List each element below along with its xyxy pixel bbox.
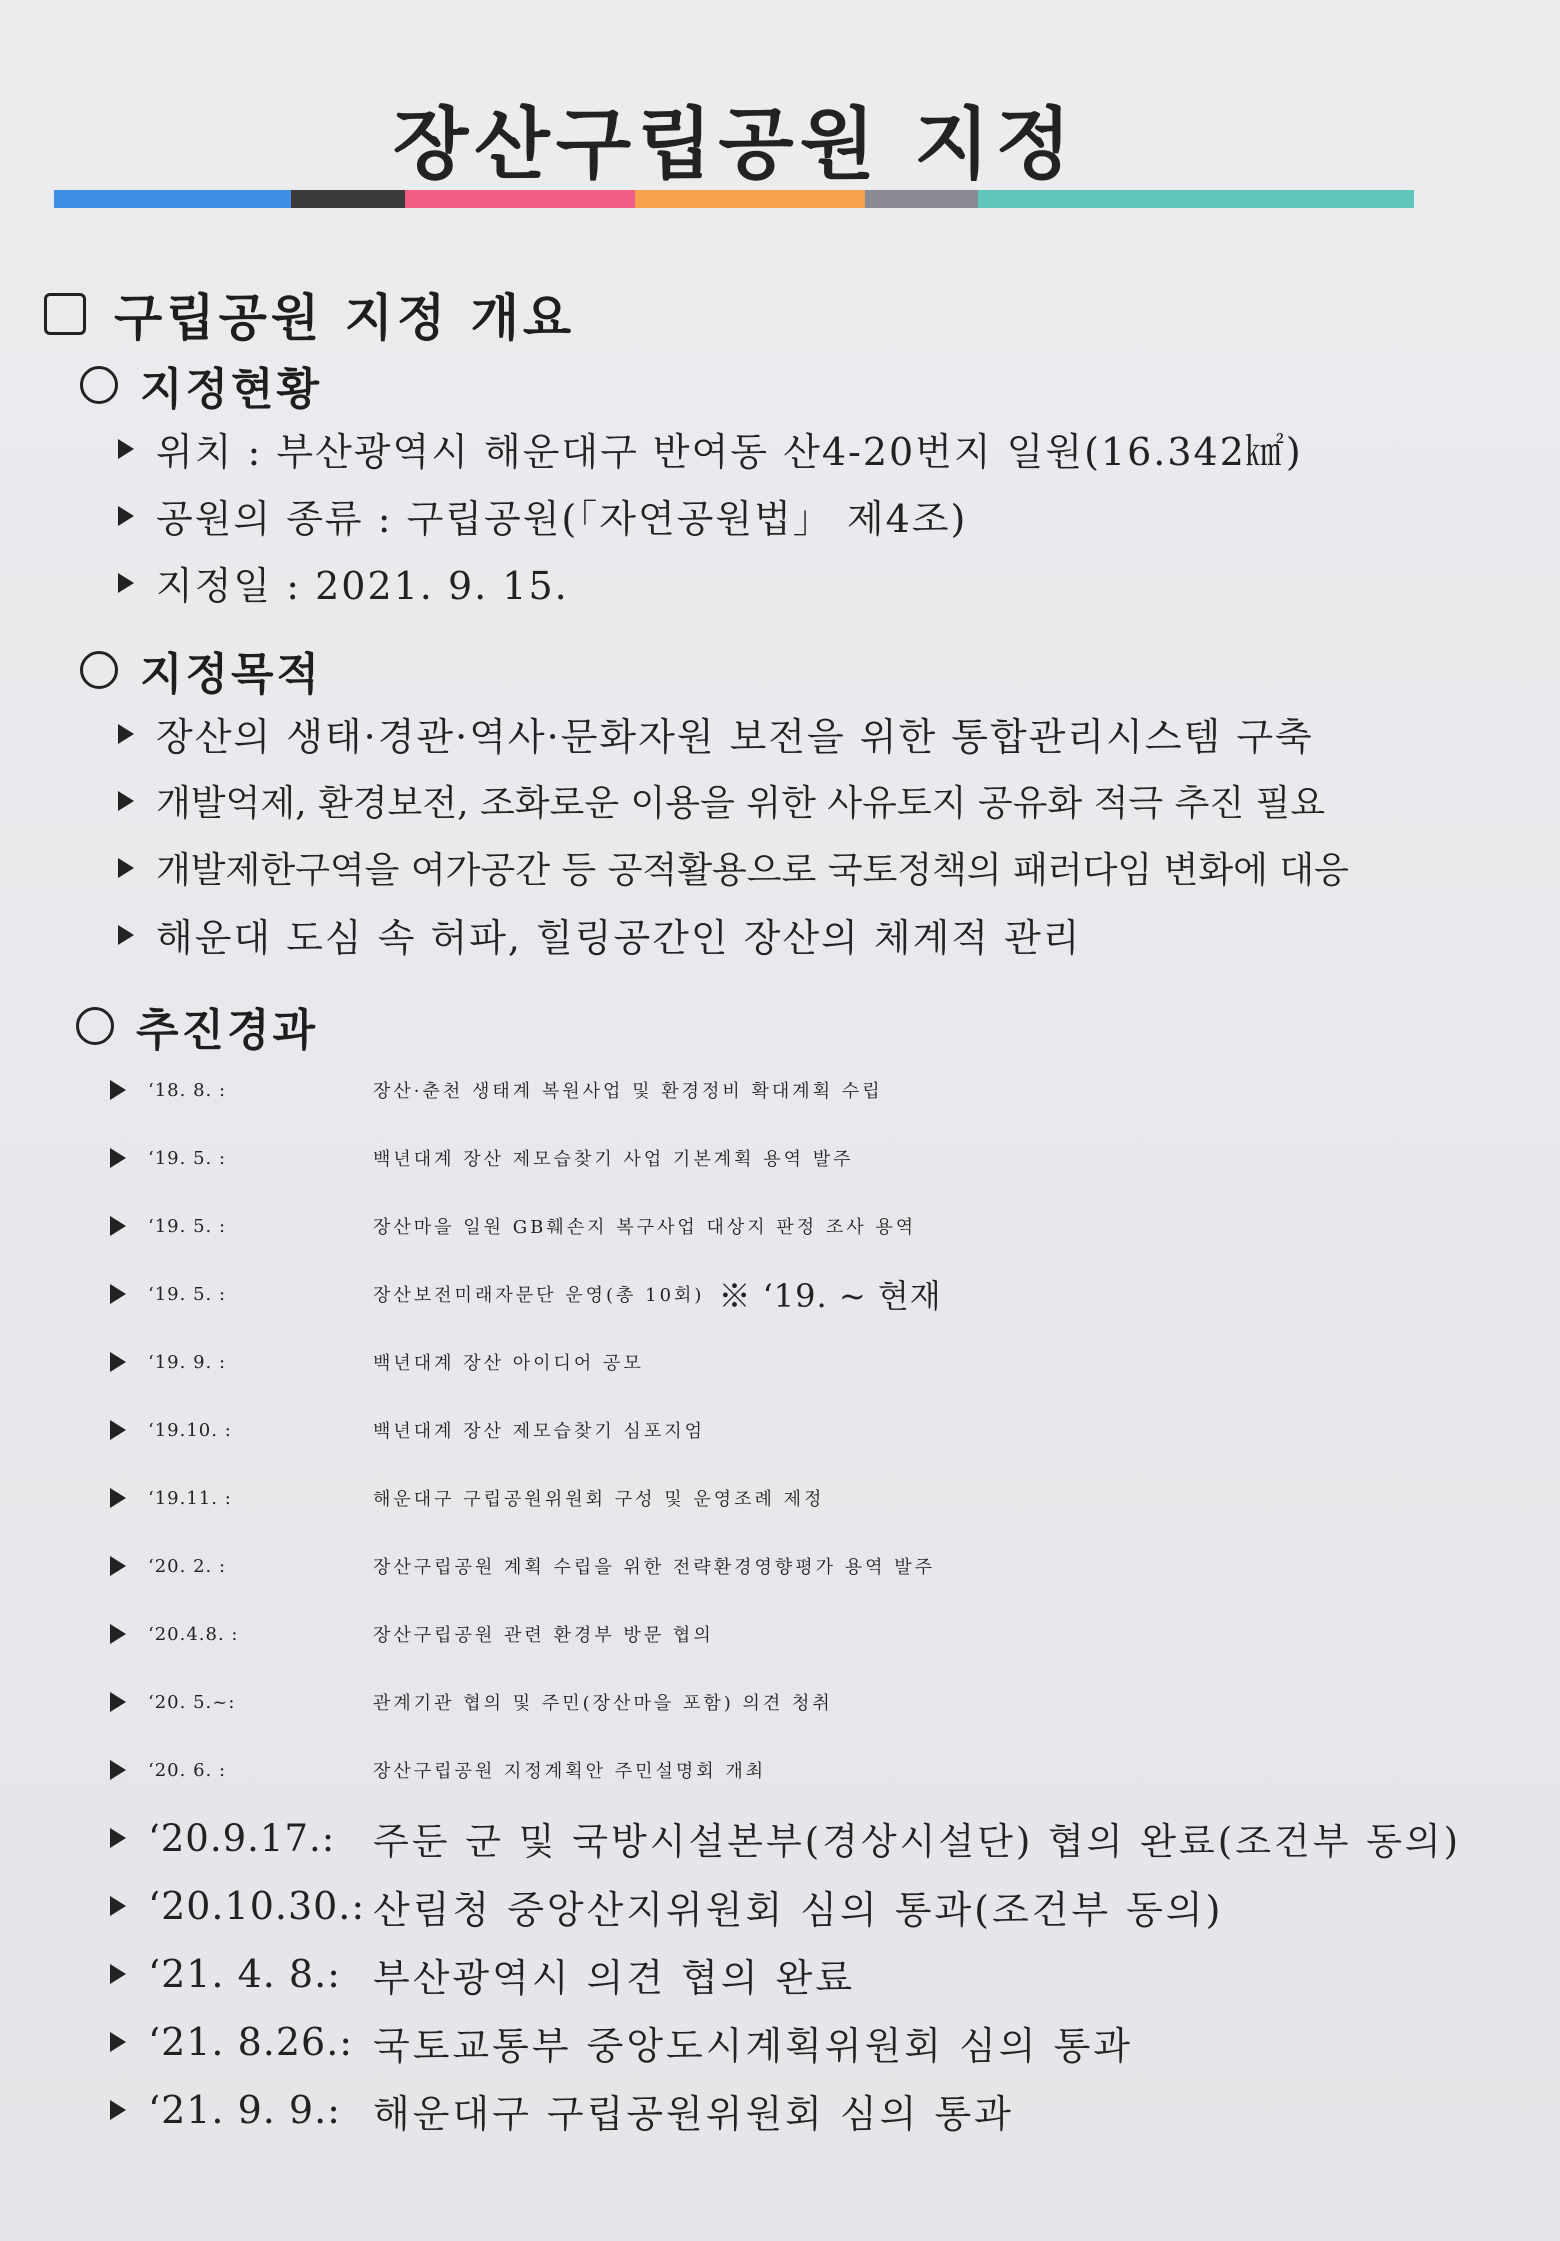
triangle-bullet-icon	[110, 1216, 126, 1236]
history-date: ‘20. 5.~:	[148, 1691, 236, 1713]
history-item	[76, 1668, 1461, 1736]
status-group	[80, 355, 1303, 616]
history-text: 해운대구 구립공원위원회 구성 및 운영조례 제정	[373, 1489, 825, 1510]
history-text: 백년대계 장산 제모습찾기 심포지엄	[373, 1421, 705, 1442]
history-item	[76, 1056, 1461, 1124]
history-note: ※ ‘19. ~ 현재	[718, 1277, 942, 1315]
checkbox-icon	[44, 293, 86, 335]
status-item	[80, 415, 1303, 482]
history-item	[76, 1940, 1461, 2008]
history-item	[76, 1192, 1461, 1260]
triangle-bullet-icon	[110, 1284, 126, 1304]
history-date: ‘19. 9. :	[148, 1351, 227, 1373]
history-text: 국토교통부 중앙도시계획위원회 심의 통과	[373, 2023, 1133, 2068]
status-item	[80, 482, 1303, 549]
purpose-heading	[80, 640, 1349, 700]
status-heading	[80, 355, 1303, 415]
history-text: 백년대계 장산 아이디어 공모	[373, 1353, 644, 1374]
triangle-bullet-icon	[118, 439, 134, 459]
history-date: ‘19. 5. :	[148, 1215, 227, 1237]
history-date: ‘18. 8. :	[148, 1079, 227, 1101]
history-text: 부산광역시 의견 협의 완료	[373, 1955, 856, 2000]
status-item	[80, 549, 1303, 616]
history-date: ‘21. 4. 8.:	[148, 1952, 341, 1996]
purpose-item	[80, 767, 1349, 834]
history-title: 추진경과	[136, 1005, 319, 1056]
history-item	[76, 1124, 1461, 1192]
history-date: ‘19.11. :	[148, 1487, 232, 1509]
triangle-bullet-icon	[118, 573, 134, 593]
triangle-bullet-icon	[110, 1896, 126, 1916]
triangle-bullet-icon	[110, 2100, 126, 2120]
history-date: ‘19. 5. :	[148, 1283, 227, 1305]
history-item	[76, 1396, 1461, 1464]
triangle-bullet-icon	[118, 506, 134, 526]
history-text: 장산마을 일원 GB훼손지 복구사업 대상지 판정 조사 용역	[373, 1217, 917, 1238]
history-item	[76, 2076, 1461, 2144]
history-item	[76, 1804, 1461, 1872]
status-item-text: 공원의 종류 : 구립공원(「자연공원법」 제4조)	[156, 497, 968, 541]
history-item	[76, 1464, 1461, 1532]
triangle-bullet-icon	[118, 858, 134, 878]
history-text: 장산구립공원 지정계획안 주민설명회 개최	[373, 1761, 767, 1782]
triangle-bullet-icon	[118, 791, 134, 811]
history-date: ‘20.9.17.:	[148, 1816, 336, 1860]
history-date: ‘20. 2. :	[148, 1555, 227, 1577]
history-list	[76, 1056, 1461, 2144]
color-bar-segment	[54, 190, 291, 208]
history-date: ‘20. 6. :	[148, 1759, 227, 1781]
history-item	[76, 1260, 1461, 1328]
history-text: 산림청 중앙산지위원회 심의 통과(조건부 동의)	[373, 1887, 1224, 1932]
history-heading	[76, 996, 1461, 1056]
history-text: 백년대계 장산 제모습찾기 사업 기본계획 용역 발주	[373, 1149, 854, 1170]
triangle-bullet-icon	[110, 1964, 126, 1984]
history-text: 장산구립공원 계획 수립을 위한 전략환경영향평가 용역 발주	[373, 1557, 936, 1578]
purpose-item	[80, 834, 1349, 901]
history-group	[76, 996, 1461, 2144]
history-text: 주둔 군 및 국방시설본부(경상시설단) 협의 완료(조건부 동의)	[373, 1820, 1462, 1863]
triangle-bullet-icon	[110, 1488, 126, 1508]
history-date: ‘19. 5. :	[148, 1147, 227, 1169]
triangle-bullet-icon	[110, 1624, 126, 1644]
history-text: 장산보전미래자문단 운영(총 10회)	[373, 1285, 705, 1306]
color-bar-segment	[405, 190, 635, 208]
history-date: ‘20.4.8. :	[148, 1623, 239, 1645]
purpose-item	[80, 901, 1349, 968]
circle-bullet-icon	[80, 651, 118, 689]
triangle-bullet-icon	[110, 1352, 126, 1372]
triangle-bullet-icon	[110, 1692, 126, 1712]
triangle-bullet-icon	[110, 1148, 126, 1168]
triangle-bullet-icon	[110, 2032, 126, 2052]
color-bar-segment	[978, 190, 1414, 208]
purpose-group	[80, 640, 1349, 968]
circle-bullet-icon	[80, 366, 118, 404]
page-title: 장산구립공원 지정	[393, 100, 1077, 190]
history-item	[76, 1736, 1461, 1804]
purpose-item-text: 개발억제, 환경보전, 조화로운 이용을 위한 사유토지 공유화 적극 추진 필요	[156, 783, 1326, 824]
history-date: ‘19.10. :	[148, 1419, 232, 1441]
history-text: 해운대구 구립공원위원회 심의 통과	[373, 2091, 1014, 2136]
status-item-text: 위치 : 부산광역시 해운대구 반여동 산4-20번지 일원(16.342㎢)	[156, 430, 1303, 474]
purpose-item	[80, 700, 1349, 767]
circle-bullet-icon	[76, 1007, 114, 1045]
history-date: ‘21. 9. 9.:	[148, 2088, 341, 2132]
triangle-bullet-icon	[110, 1080, 126, 1100]
triangle-bullet-icon	[110, 1420, 126, 1440]
history-date: ‘21. 8.26.:	[148, 2020, 354, 2064]
history-item	[76, 1532, 1461, 1600]
triangle-bullet-icon	[110, 1556, 126, 1576]
history-item	[76, 1872, 1461, 1940]
purpose-item-text: 개발제한구역을 여가공간 등 공적활용으로 국토정책의 패러다임 변화에 대응	[156, 850, 1349, 891]
color-bar-segment	[865, 190, 978, 208]
history-item	[76, 2008, 1461, 2076]
section-title: 구립공원 지정 개요	[114, 289, 576, 347]
purpose-item-text: 해운대 도심 속 허파, 힐링공간인 장산의 체계적 관리	[156, 916, 1082, 960]
section-heading	[44, 278, 575, 350]
purpose-item-text: 장산의 생태·경관·역사·문화자원 보전을 위한 통합관리시스템 구축	[156, 715, 1314, 759]
triangle-bullet-icon	[118, 925, 134, 945]
history-text: 장산·춘천 생태계 복원사업 및 환경정비 확대계획 수립	[373, 1081, 883, 1102]
color-bar-segment	[291, 190, 405, 208]
color-bar-segment	[635, 190, 865, 208]
history-text: 관계기관 협의 및 주민(장산마을 포함) 의견 청취	[373, 1693, 833, 1714]
history-date: ‘20.10.30.:	[148, 1884, 366, 1928]
triangle-bullet-icon	[110, 1760, 126, 1780]
purpose-title: 지정목적	[140, 649, 323, 700]
triangle-bullet-icon	[110, 1828, 126, 1848]
triangle-bullet-icon	[118, 724, 134, 744]
history-item	[76, 1600, 1461, 1668]
history-text: 장산구립공원 관련 환경부 방문 협의	[373, 1625, 714, 1646]
history-item	[76, 1328, 1461, 1396]
status-item-text: 지정일 : 2021. 9. 15.	[156, 564, 569, 608]
title-color-bar	[54, 190, 1414, 208]
status-title: 지정현황	[140, 364, 323, 415]
